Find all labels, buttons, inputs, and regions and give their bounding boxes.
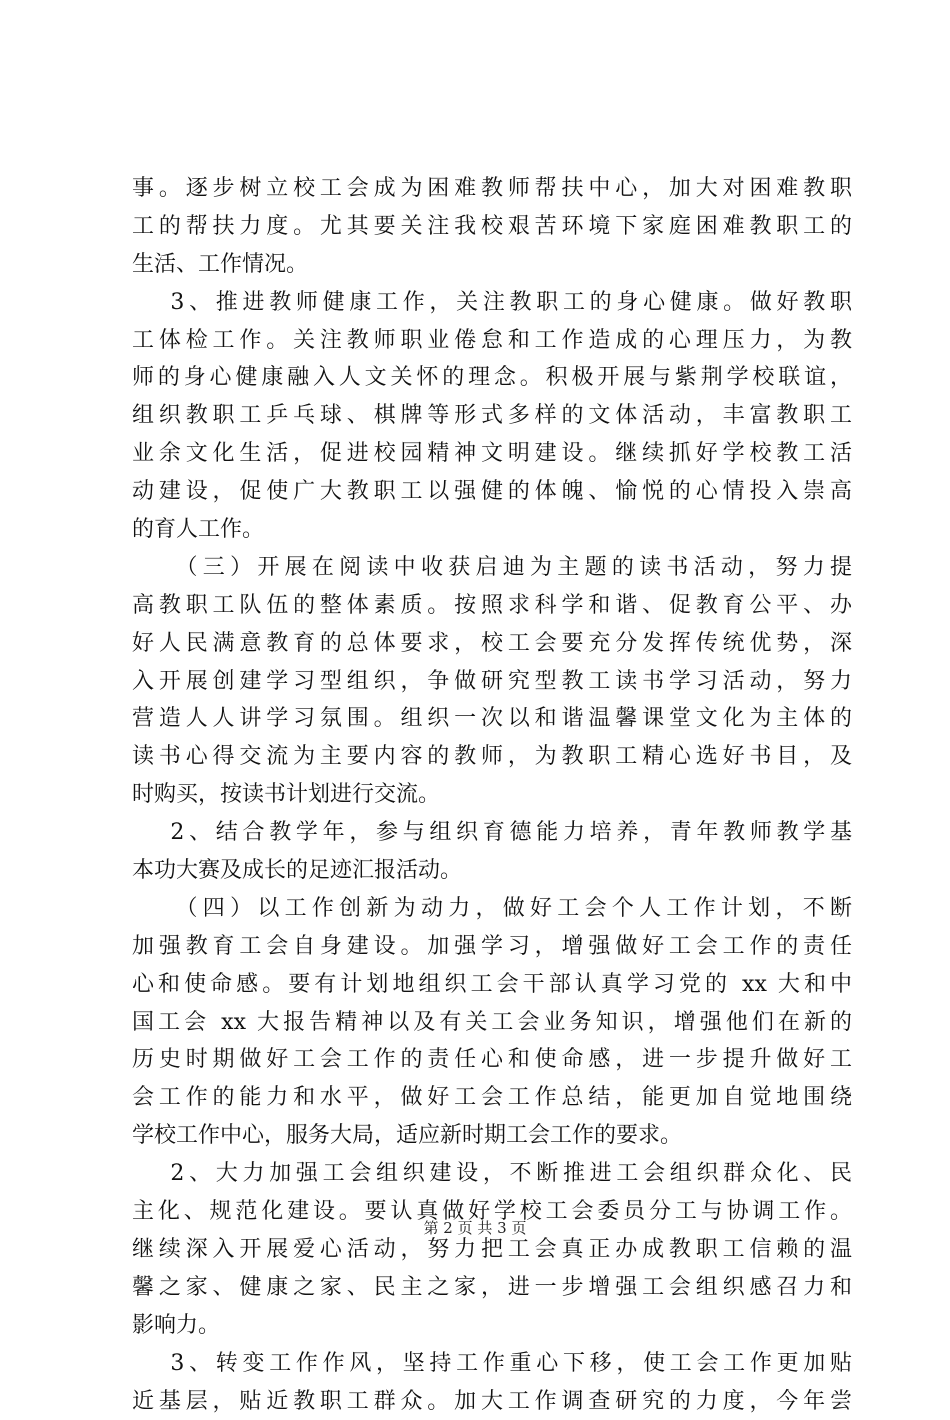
text-line: 读书心得交流为主要内容的教师，为教职工精心选好书目，及 <box>132 738 852 776</box>
text-line: 继续深入开展爱心活动，努力把工会真正办成教职工信赖的温 <box>132 1231 852 1269</box>
text-line: 工的帮扶力度。尤其要关注我校艰苦环境下家庭困难教职工的 <box>132 208 852 246</box>
text-line: 动建设，促使广大教职工以强健的体魄、愉悦的心情投入崇高 <box>132 473 852 511</box>
text-line: 主化、规范化建设。要认真做好学校工会委员分工与协调工作。 <box>132 1193 852 1231</box>
text-line: 近基层，贴近教职工群众。加大工作调查研究的力度，今年尝 <box>132 1383 852 1420</box>
page-number-footer: 第 2 页 共 3 页 <box>0 1218 950 1238</box>
text-line: 心和使命感。要有计划地组织工会干部认真学习党的 xx 大和中 <box>132 966 852 1004</box>
text-line: 生活、工作情况。 <box>132 246 852 284</box>
text-line: 的育人工作。 <box>132 511 852 549</box>
text-line: 加强教育工会自身建设。加强学习，增强做好工会工作的责任 <box>132 928 852 966</box>
text-line: 3、转变工作作风，坚持工作重心下移，使工会工作更加贴 <box>132 1345 852 1383</box>
text-line: 营造人人讲学习氛围。组织一次以和谐温馨课堂文化为主体的 <box>132 700 852 738</box>
text-line: 学校工作中心，服务大局，适应新时期工会工作的要求。 <box>132 1117 852 1155</box>
text-line: 入开展创建学习型组织，争做研究型教工读书学习活动，努力 <box>132 663 852 701</box>
text-line: 组织教职工乒乓球、棋牌等形式多样的文体活动，丰富教职工 <box>132 397 852 435</box>
text-line: 馨之家、健康之家、民主之家，进一步增强工会组织感召力和 <box>132 1269 852 1307</box>
text-line: 本功大赛及成长的足迹汇报活动。 <box>132 852 852 890</box>
text-line: 业余文化生活，促进校园精神文明建设。继续抓好学校教工活 <box>132 435 852 473</box>
text-line: 工体检工作。关注教师职业倦怠和工作造成的心理压力，为教 <box>132 322 852 360</box>
text-line: 3、推进教师健康工作，关注教职工的身心健康。做好教职 <box>132 284 852 322</box>
text-line: （四）以工作创新为动力，做好工会个人工作计划，不断 <box>132 890 852 928</box>
text-line: 2、大力加强工会组织建设，不断推进工会组织群众化、民 <box>132 1155 852 1193</box>
text-line: 历史时期做好工会工作的责任心和使命感，进一步提升做好工 <box>132 1041 852 1079</box>
text-line: 影响力。 <box>132 1307 852 1345</box>
text-line: （三）开展在阅读中收获启迪为主题的读书活动，努力提 <box>132 549 852 587</box>
text-line: 2、结合教学年，参与组织育德能力培养，青年教师教学基 <box>132 814 852 852</box>
text-line: 师的身心健康融入人文关怀的理念。积极开展与紫荆学校联谊， <box>132 359 852 397</box>
text-line: 会工作的能力和水平，做好工会工作总结，能更加自觉地围绕 <box>132 1079 852 1117</box>
text-line: 国工会 xx 大报告精神以及有关工会业务知识，增强他们在新的 <box>132 1004 852 1042</box>
text-line: 时购买，按读书计划进行交流。 <box>132 776 852 814</box>
text-line: 好人民满意教育的总体要求，校工会要充分发挥传统优势，深 <box>132 625 852 663</box>
text-line: 高教职工队伍的整体素质。按照求科学和谐、促教育公平、办 <box>132 587 852 625</box>
text-line: 事。逐步树立校工会成为困难教师帮扶中心，加大对困难教职 <box>132 170 852 208</box>
